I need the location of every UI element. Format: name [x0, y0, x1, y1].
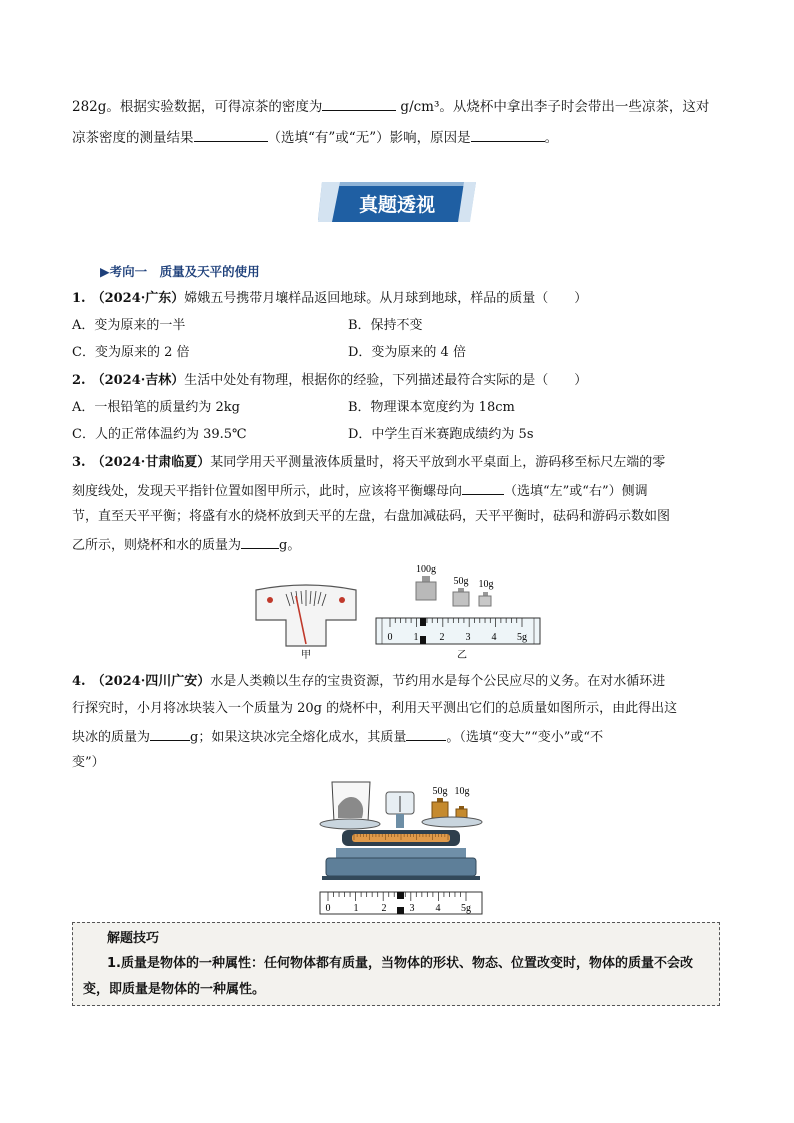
scale-tick-label: 1: [353, 903, 359, 914]
question-2: [72, 371, 587, 391]
balance-pointer-figure: [254, 582, 358, 660]
scale-tick-label: 3: [409, 903, 415, 914]
question-1: [72, 289, 587, 309]
section-banner: [318, 180, 476, 224]
question-stem: 乙所示，则烧杯和水的质量为: [72, 538, 242, 553]
weight-10g-icon: [479, 592, 491, 606]
figure-label-b: 乙: [457, 650, 467, 661]
figure-label-a: 甲: [301, 650, 311, 660]
question-4-line-2: [72, 699, 677, 719]
scale-tick-label: 4: [491, 632, 497, 643]
beaker-with-ice-icon: [332, 782, 370, 822]
tips-body: 1.质量是物体的一种属性：任何物体都有质量，当物体的形状、物态、位置改变时，物体的质量不会改变，即质量是物体的一种属性。: [83, 956, 693, 997]
question-stem: g。: [279, 538, 301, 553]
answer-blank[interactable]: [194, 127, 268, 142]
balance-dial: [386, 792, 414, 828]
balance-beam: [342, 830, 460, 846]
question-source: （2024·甘肃临夏）: [91, 455, 211, 470]
weight-100g-icon: [416, 576, 436, 600]
intro-text: 282g。根据实验数据，可得凉茶的密度为: [72, 99, 323, 115]
intro-text: 。: [544, 130, 559, 146]
weights-scale-figure-b: [372, 560, 544, 662]
question-stem: 块冰的质量为: [72, 730, 151, 745]
intro-text: 。从烧杯中拿出李子时会带出一些凉茶，这对: [439, 99, 710, 115]
option-d[interactable]: D．中学生百米赛跑成绩约为 5s: [348, 427, 534, 442]
scale-tick-label: 3: [465, 632, 471, 643]
question-number: 3.: [72, 455, 86, 470]
tips-title: 解题技巧: [107, 931, 160, 946]
intro-line-2: [72, 127, 558, 148]
question-source: （2024·广东）: [91, 291, 185, 306]
answer-blank[interactable]: [322, 96, 396, 111]
intro-text: 凉茶密度的测量结果: [72, 130, 194, 146]
scale-tick-label: 0: [325, 903, 331, 914]
question-stem: 某同学用天平测量液体质量时，将天平放到水平桌面上，游码移至标尺左端的零: [210, 455, 666, 470]
section-heading: ▶考向一 质量及天平的使用: [100, 264, 260, 279]
question-number: 4.: [72, 674, 86, 689]
question-stem: （选填“左”或“右”）侧调: [504, 484, 648, 499]
answer-blank[interactable]: [471, 127, 545, 142]
balance-figure: [312, 776, 490, 920]
answer-blank[interactable]: [462, 480, 504, 495]
question-stem: g；如果这块冰完全熔化成水，其质量: [190, 730, 407, 745]
banner-title: 真题透视: [358, 195, 436, 216]
option-d[interactable]: D．变为原来的 4 倍: [348, 345, 466, 360]
weight-label: 10g: [454, 786, 470, 797]
question-number: 1.: [72, 291, 86, 306]
option-b[interactable]: B．物理课本宽度约为 18cm: [348, 400, 515, 415]
weight-50g-icon: [432, 798, 448, 818]
scale-tick-label: 5g: [517, 632, 527, 643]
scale-tick-label: 2: [381, 903, 387, 914]
intro-line-1: [72, 96, 709, 117]
scale-tick-label: 2: [439, 632, 445, 643]
option-b[interactable]: B．保持不变: [348, 318, 423, 333]
scale-tick-label: 4: [435, 903, 441, 914]
question-4-line-3: [72, 726, 603, 748]
option-c[interactable]: C．变为原来的 2 倍: [72, 345, 190, 360]
weight-label: 100g: [416, 564, 436, 575]
question-3-line-1: [72, 453, 665, 473]
option-a[interactable]: A．一根铅笔的质量约为 2kg: [72, 400, 240, 415]
rider-scale: [320, 892, 482, 914]
question-4-line-4: [72, 753, 105, 773]
weight-label: 50g: [432, 786, 448, 797]
question-stem: 节，直至天平平衡；将盛有水的烧杯放到天平的左盘，右盘加减砝码，天平平衡时，砝码和游码示数如图: [72, 509, 671, 524]
question-stem: 生活中处处有物理，根据你的经验，下列描述最符合实际的是（ ）: [184, 373, 588, 388]
question-stem: 行探究时，小月将冰块装入一个质量为 20g 的烧杯中，利用天平测出它们的总质量如图所示，由此得出这: [72, 701, 678, 716]
scale-tick-label: 1: [413, 632, 419, 643]
question-stem: 嫦娥五号携带月壤样品返回地球。从月球到地球，样品的质量（ ）: [184, 291, 588, 306]
balance-base: [322, 848, 480, 880]
unit-label: g/cm³: [400, 99, 440, 115]
tips-box: [72, 922, 720, 1006]
question-source: （2024·吉林）: [91, 373, 185, 388]
question-3-line-4: [72, 534, 300, 556]
rider-scale: [376, 618, 540, 644]
question-number: 2.: [72, 373, 86, 388]
option-c[interactable]: C．人的正常体温约为 39.5℃: [72, 427, 247, 442]
question-4-line-1: [72, 672, 665, 692]
question-source: （2024·四川广安）: [91, 674, 211, 689]
tips-text: [83, 951, 711, 1003]
answer-blank[interactable]: [150, 726, 190, 741]
question-stem: 变”）: [72, 755, 105, 770]
scale-tick-label: 5g: [461, 903, 471, 914]
weight-label: 10g: [478, 579, 494, 590]
answer-blank[interactable]: [406, 726, 446, 741]
intro-text: （选填“有”或“无”）影响，原因是: [267, 130, 471, 146]
option-a[interactable]: A．变为原来的一半: [72, 318, 186, 333]
weight-label: 50g: [453, 576, 469, 587]
answer-blank[interactable]: [241, 534, 279, 549]
question-3-line-3: [72, 507, 670, 527]
question-3-line-2: [72, 480, 648, 502]
question-stem: 刻度线处，发现天平指针位置如图甲所示，此时，应该将平衡螺母向: [72, 484, 463, 499]
question-stem: 。（选填“变大”“变小”或“不: [446, 730, 604, 745]
weight-50g-icon: [453, 588, 469, 606]
weight-10g-icon: [456, 806, 467, 818]
scale-tick-label: 0: [387, 632, 393, 643]
question-stem: 水是人类赖以生存的宝贵资源，节约用水是每个公民应尽的义务。在对水循环进: [210, 674, 666, 689]
